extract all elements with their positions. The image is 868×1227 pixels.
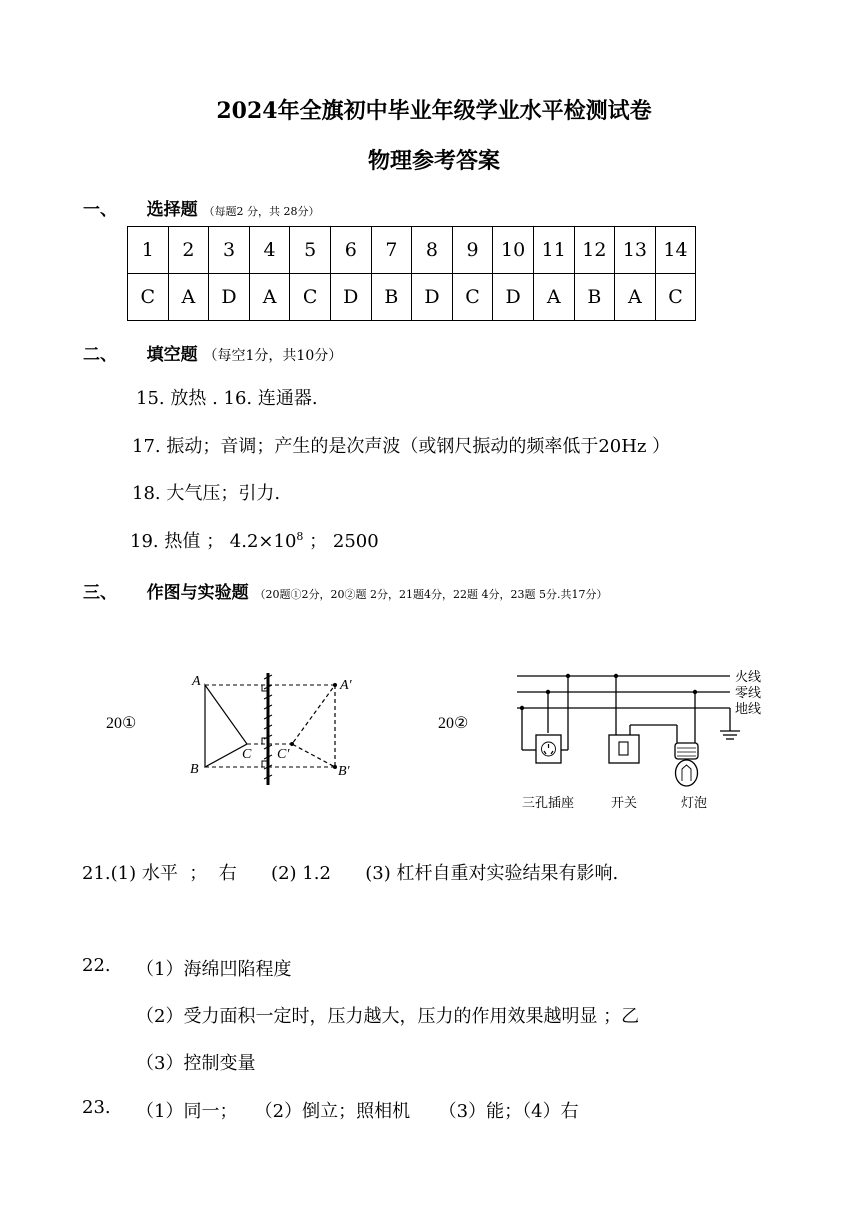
point-c-prime bbox=[290, 742, 294, 746]
label-c-prime: C′ bbox=[277, 747, 290, 762]
question-number: 5 bbox=[290, 227, 331, 274]
section3-note: （20题①2分，20②题 2分，21题4分，22题 4分，23题 5分.共17分） bbox=[254, 588, 608, 601]
socket-label: 三孔插座 bbox=[522, 796, 575, 811]
answer-19-part1: 19. 热值 ； 4.2×10 bbox=[130, 531, 297, 552]
answer-19-exponent: 8 bbox=[296, 530, 304, 543]
bulb-label: 灯泡 bbox=[681, 796, 708, 811]
answer-cell: C bbox=[128, 274, 169, 321]
answer-table bbox=[127, 226, 696, 321]
answer-cell: A bbox=[615, 274, 656, 321]
circuit-diagram bbox=[512, 665, 772, 815]
section2-heading bbox=[83, 340, 342, 365]
section1-note: （每题2 分，共 28分） bbox=[203, 205, 320, 218]
answer-cell: A bbox=[249, 274, 290, 321]
label-b-prime: B′ bbox=[338, 764, 350, 779]
label-b: B bbox=[190, 762, 199, 777]
point-b-prime bbox=[333, 765, 337, 769]
section2-name: 填空题 bbox=[146, 345, 198, 365]
question-number: 11 bbox=[533, 227, 574, 274]
answer-cell: B bbox=[371, 274, 412, 321]
section1-name: 选择题 bbox=[146, 200, 198, 220]
answer-19-part2: ； 2500 bbox=[309, 531, 379, 552]
answer-22-number: 22. bbox=[82, 955, 111, 976]
answer-22-2: （2）受力面积一定时，压力越大，压力的作用效果越明显 ；乙 bbox=[136, 1006, 640, 1027]
answer-17: 17. 振动；音调；产生的是次声波（或钢尺振动的频率低于20Hz ） bbox=[132, 436, 671, 457]
answer-cell: D bbox=[209, 274, 250, 321]
answer-cell: D bbox=[330, 274, 371, 321]
question-number: 1 bbox=[128, 227, 169, 274]
bulb-icon bbox=[676, 760, 698, 786]
answer-cell: D bbox=[493, 274, 534, 321]
question-number: 13 bbox=[615, 227, 656, 274]
label-c: C bbox=[242, 747, 252, 762]
junction-dot bbox=[693, 690, 697, 694]
answer-21: 21.(1) 水平 ； 右 (2) 1.2 (3) 杠杆自重对实验结果有影响. bbox=[82, 863, 619, 884]
question-number: 14 bbox=[655, 227, 696, 274]
section3-number: 三、 bbox=[83, 583, 117, 603]
point-a-prime bbox=[333, 683, 337, 687]
section2-note: （每空1分，共10分） bbox=[203, 348, 343, 364]
section1-heading bbox=[83, 195, 320, 220]
object-triangle bbox=[205, 685, 247, 767]
section1-number: 一、 bbox=[83, 200, 117, 220]
section3-name: 作图与实验题 bbox=[146, 583, 249, 603]
answer-15-16: 15. 放热 . 16. 连通器. bbox=[136, 388, 318, 409]
ground-wire-label: 地线 bbox=[735, 702, 762, 717]
live-wire-label: 火线 bbox=[735, 670, 762, 685]
answer-22-3: （3）控制变量 bbox=[136, 1053, 256, 1074]
junction-dot bbox=[614, 674, 618, 678]
neutral-wire-label: 零线 bbox=[735, 686, 762, 701]
switch-toggle bbox=[619, 742, 628, 755]
question-number: 12 bbox=[574, 227, 615, 274]
answer-23-number: 23. bbox=[82, 1097, 111, 1118]
label-a: A bbox=[192, 674, 201, 689]
junction-dot bbox=[566, 674, 570, 678]
answer-cell: A bbox=[533, 274, 574, 321]
answer-22-1: （1）海绵凹陷程度 bbox=[136, 959, 292, 980]
question-number: 8 bbox=[412, 227, 453, 274]
figure-20-1-label: 20① bbox=[106, 715, 137, 732]
question-number: 9 bbox=[452, 227, 493, 274]
question-number: 3 bbox=[209, 227, 250, 274]
answer-19 bbox=[130, 527, 379, 553]
section3-heading bbox=[83, 578, 607, 603]
answer-cell: B bbox=[574, 274, 615, 321]
question-number: 6 bbox=[330, 227, 371, 274]
label-a-prime: A′ bbox=[340, 678, 352, 693]
answer-cell: D bbox=[412, 274, 453, 321]
junction-dot bbox=[520, 706, 524, 710]
answer-23: （1）同一； （2）倒立；照相机 （3）能；（4）右 bbox=[136, 1101, 579, 1122]
junction-dot bbox=[546, 690, 550, 694]
question-number: 7 bbox=[371, 227, 412, 274]
question-number: 2 bbox=[168, 227, 209, 274]
section2-number: 二、 bbox=[83, 345, 117, 365]
question-number: 4 bbox=[249, 227, 290, 274]
answer-table-answers-row bbox=[128, 274, 696, 321]
answer-table-numbers-row bbox=[128, 227, 696, 274]
question-number: 10 bbox=[493, 227, 534, 274]
answer-cell: C bbox=[290, 274, 331, 321]
image-triangle bbox=[292, 685, 335, 767]
answer-cell: C bbox=[655, 274, 696, 321]
switch-label: 开关 bbox=[611, 796, 638, 811]
answer-18: 18. 大气压；引力. bbox=[132, 483, 281, 504]
answer-cell: A bbox=[168, 274, 209, 321]
mirror-diagram bbox=[180, 665, 380, 790]
answer-cell: C bbox=[452, 274, 493, 321]
page-title: 2024年全旗初中毕业年级学业水平检测试卷 bbox=[216, 98, 652, 124]
figure-20-2-label: 20② bbox=[438, 715, 469, 732]
page-subtitle: 物理参考答案 bbox=[367, 148, 500, 174]
socket-icon bbox=[536, 735, 561, 763]
bulb-socket bbox=[675, 743, 698, 759]
